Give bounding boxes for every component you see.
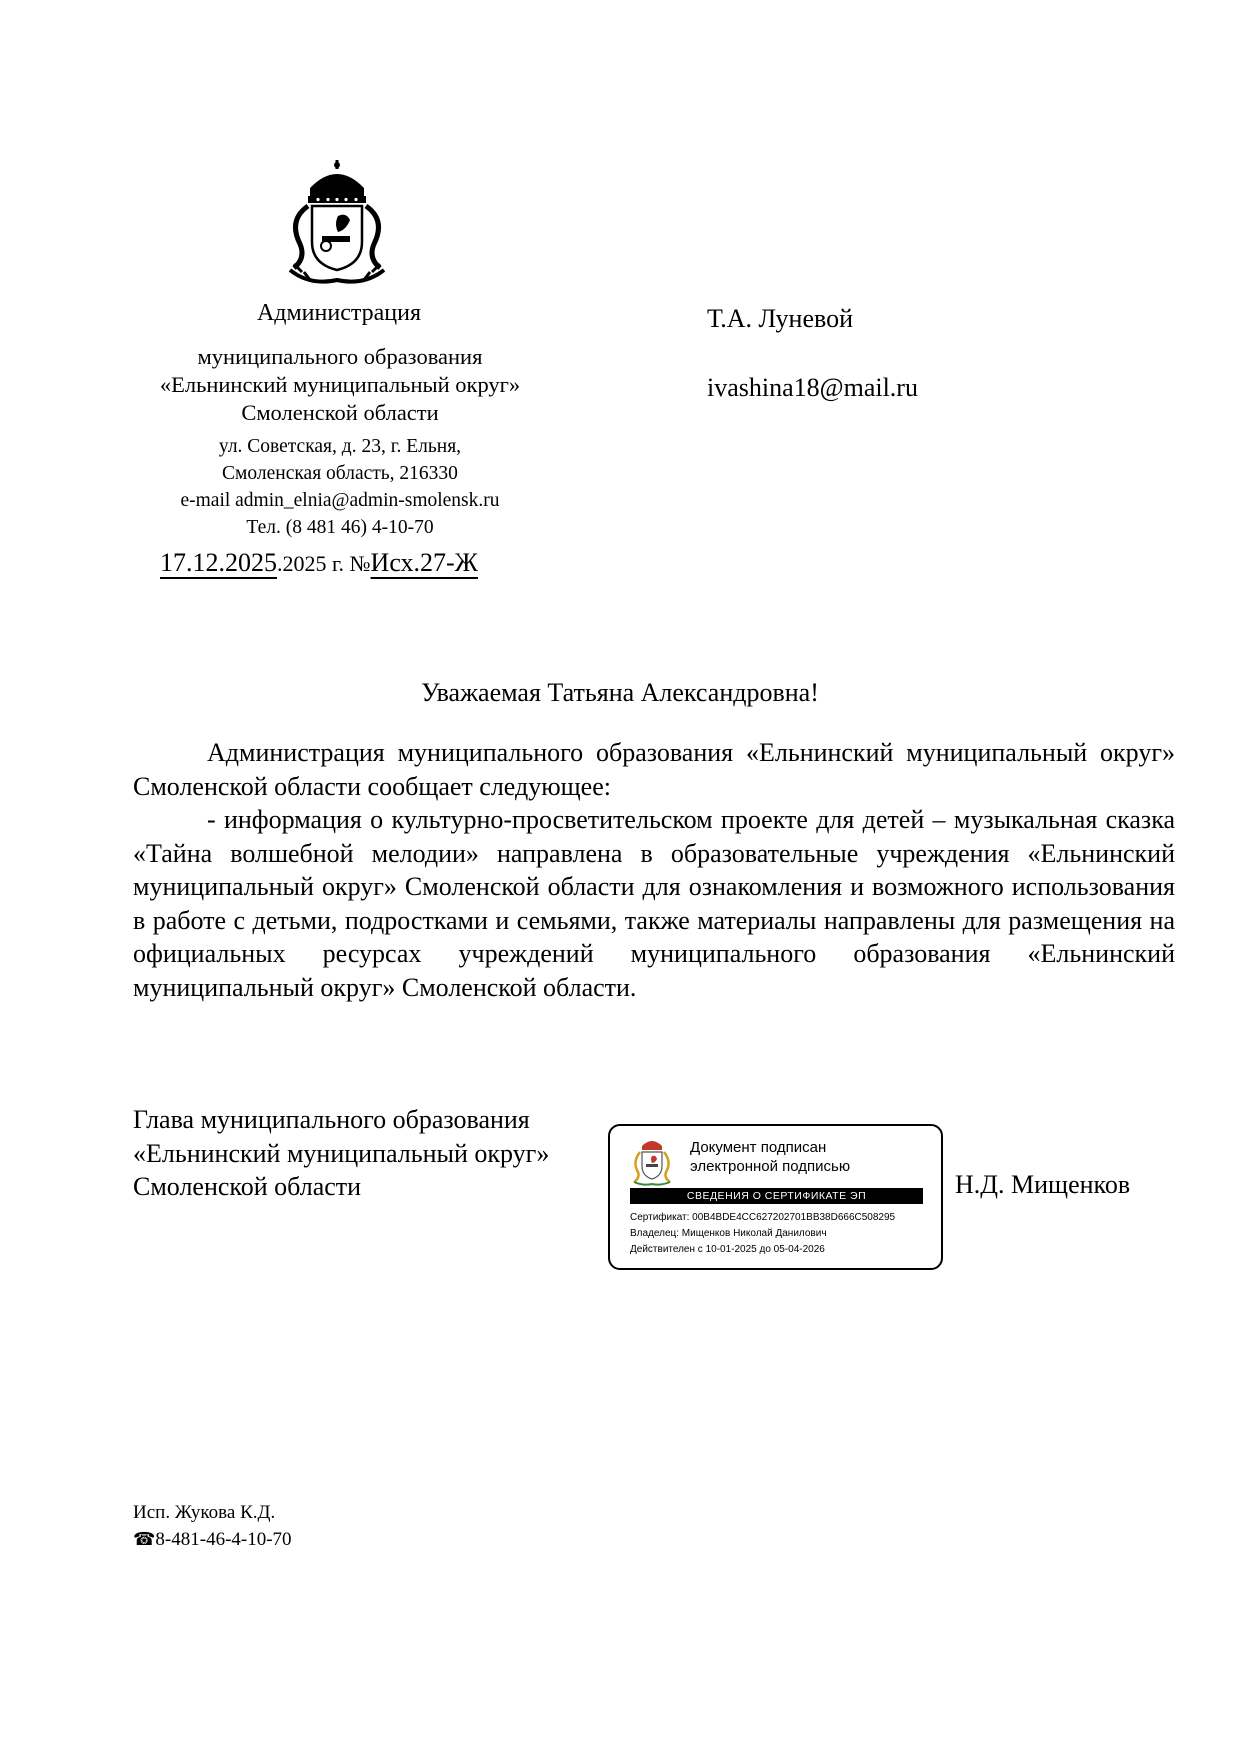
stamp-owner: Владелец: Мищенков Николай Данилович <box>630 1228 827 1239</box>
organization-address-block <box>105 433 575 541</box>
organization-line: муниципального образования <box>197 344 483 369</box>
position-line: «Ельнинский муниципальный округ» <box>133 1138 550 1168</box>
body-paragraph: Администрация муниципального образования «Ельнинский муниципальный округ» Смоленской области сообщает следующее: <box>133 738 1175 801</box>
stamp-validity: Действителен с 10-01-2025 до 05-04-2026 <box>630 1244 825 1255</box>
executor-phone: 8-481-46-4-10-70 <box>155 1529 292 1550</box>
executor-block <box>133 1500 292 1553</box>
stamp-title <box>690 1138 850 1176</box>
executor-name: Исп. Жукова К.Д. <box>133 1502 276 1523</box>
address-line: ул. Советская, д. 23, г. Ельня, <box>218 436 462 457</box>
email-line: e-mail admin_elnia@admin-smolensk.ru <box>180 490 500 511</box>
organization-line: Смоленской области <box>241 400 439 425</box>
coat-of-arms-emblem <box>280 160 394 286</box>
registration-number-label: № <box>349 551 371 576</box>
registration-date: 17.12.2025 <box>160 548 277 577</box>
stamp-title-line: Документ подписан <box>690 1139 827 1156</box>
stamp-emblem-icon <box>630 1136 674 1186</box>
phone-icon: ☎ <box>133 1529 156 1549</box>
stamp-details <box>630 1210 895 1258</box>
registration-date-suffix: . <box>277 551 283 576</box>
organization-line: «Ельнинский муниципальный округ» <box>159 372 521 397</box>
phone-line: Тел. (8 481 46) 4-10-70 <box>246 517 434 538</box>
registration-year: 2025 г. <box>282 551 345 576</box>
addressee-name: Т.А. Луневой <box>707 304 854 333</box>
stamp-certificate: Сертификат: 00B4BDE4CC627202701BB38D666C508295 <box>630 1212 896 1223</box>
executor-phone-line <box>133 1526 292 1553</box>
addressee-email: ivashina18@mail.ru <box>707 373 918 402</box>
registration-number: Исх.27-Ж <box>370 548 478 577</box>
stamp-title-line: электронной подписью <box>690 1158 851 1175</box>
registration-line <box>160 548 580 578</box>
letter-body <box>133 736 1175 1004</box>
electronic-signature-stamp <box>608 1124 943 1270</box>
signature-position <box>133 1103 549 1204</box>
organization-title: Администрация <box>256 300 422 326</box>
address-line: Смоленская область, 216330 <box>222 463 458 484</box>
salutation: Уважаемая Татьяна Александровна! <box>421 678 819 707</box>
position-line: Смоленской области <box>133 1172 362 1201</box>
organization-name-block <box>105 343 575 427</box>
signer-name: Н.Д. Мищенков <box>955 1170 1131 1199</box>
body-paragraph: - информация о культурно-просветительском проекте для детей – музыкальная сказка «Тайна волшебной мелодии» направлена в образовательные учреждения «Ельнинский муниципальный округ» Смоленской области для ознакомления и возможного использования в работе с детьми, подростками и семьями, также материалы направлены для размещения на официальных ресурсах учреждений муниципального образования «Ельнинский муниципальный округ» Смоленской области. <box>133 805 1175 1002</box>
stamp-certificate-header: СВЕДЕНИЯ О СЕРТИФИКАТЕ ЭП <box>630 1188 923 1204</box>
position-line: Глава муниципального образования <box>133 1105 530 1134</box>
